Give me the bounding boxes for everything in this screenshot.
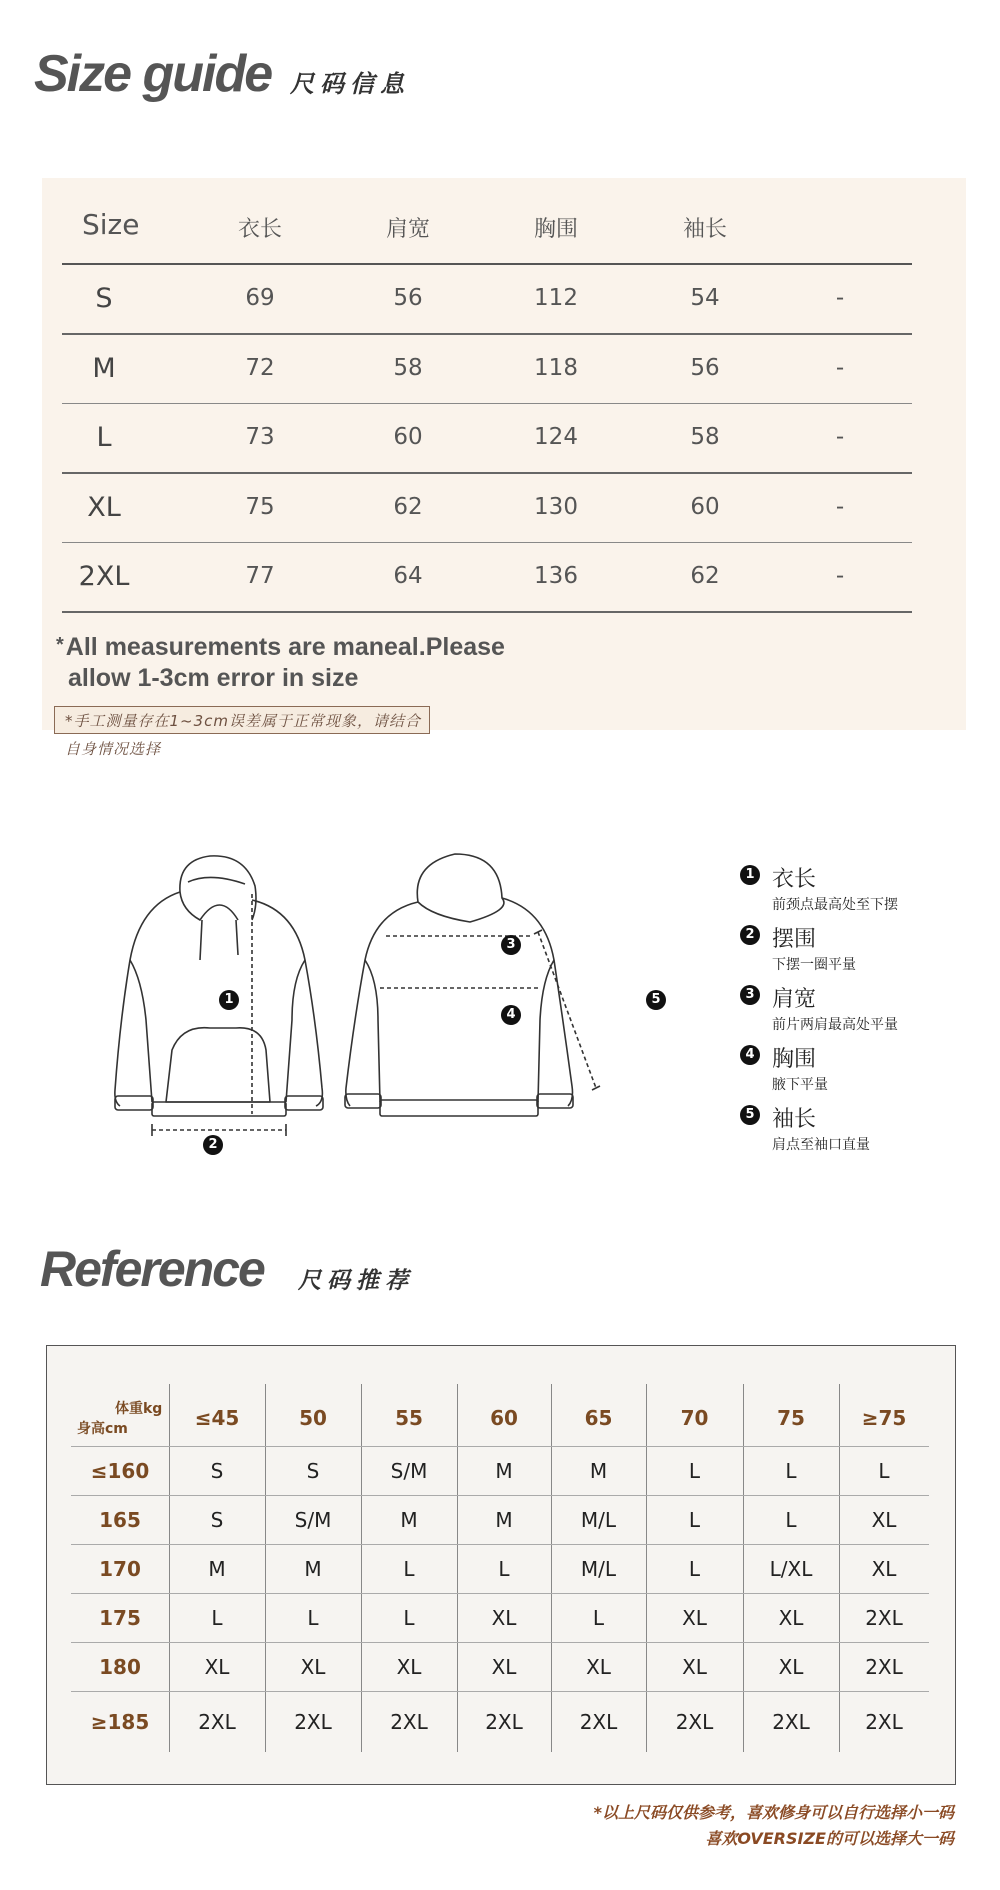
size-cell: XL bbox=[778, 1654, 804, 1679]
weight-header: ≤45 bbox=[194, 1406, 240, 1430]
size-cell: M/L bbox=[580, 1507, 617, 1532]
size-cell: M/L bbox=[580, 1556, 617, 1581]
size-cell: XL bbox=[682, 1654, 707, 1679]
size-row-2xl bbox=[62, 543, 912, 613]
size-cell: XL bbox=[396, 1654, 422, 1679]
grid-vline bbox=[457, 1384, 458, 1752]
cell-shoulder: 60 bbox=[393, 424, 423, 450]
size-cell: L bbox=[785, 1507, 797, 1532]
legend-desc: 腋下平量 bbox=[772, 1077, 828, 1093]
size-cell: L/XL bbox=[769, 1556, 813, 1581]
size-cell: L bbox=[403, 1605, 415, 1630]
size-cell: XL bbox=[682, 1605, 707, 1630]
size-cell: XL bbox=[871, 1507, 897, 1532]
size-table bbox=[62, 178, 912, 613]
reference-title: Reference bbox=[40, 1241, 264, 1297]
size-cell: XL bbox=[586, 1654, 611, 1679]
grid-vline bbox=[743, 1384, 744, 1752]
diagram-marker-4: 4 bbox=[501, 1005, 521, 1025]
corner-weight-label: 体重kg bbox=[115, 1401, 163, 1417]
size-cell: XL bbox=[204, 1654, 230, 1679]
size-cell: XL bbox=[491, 1654, 517, 1679]
size-cell: M bbox=[495, 1507, 513, 1532]
reference-footnote-line2: 喜欢OVERSIZE的可以选择大一码 bbox=[705, 1829, 954, 1848]
grid-hline bbox=[71, 1691, 929, 1692]
cell-length: 69 bbox=[245, 285, 275, 311]
legend-title: 袖长 bbox=[772, 1107, 817, 1132]
size-cell: S/M bbox=[294, 1507, 332, 1532]
legend-desc: 肩点至袖口直量 bbox=[772, 1137, 870, 1153]
size-cell: L bbox=[307, 1605, 319, 1630]
size-cell: 2XL bbox=[579, 1709, 618, 1734]
size-guide-title: Size guide bbox=[34, 45, 272, 103]
size-cell: 2XL bbox=[865, 1709, 903, 1734]
size-cell: S/M bbox=[390, 1458, 428, 1483]
size-table-header bbox=[62, 178, 912, 265]
cell-shoulder: 64 bbox=[393, 563, 423, 589]
diagram-marker-1: 1 bbox=[219, 990, 239, 1010]
cell-extra: - bbox=[835, 285, 845, 311]
cell-size: M bbox=[92, 353, 116, 384]
grid-hline bbox=[71, 1593, 929, 1594]
height-header: 180 bbox=[99, 1654, 141, 1679]
size-cell: L bbox=[592, 1605, 605, 1630]
size-cell: M bbox=[304, 1556, 322, 1581]
weight-header: 50 bbox=[299, 1406, 327, 1430]
legend-number: 2 bbox=[740, 925, 760, 945]
cell-size: L bbox=[96, 422, 112, 453]
diagram-marker-2: 2 bbox=[203, 1135, 223, 1155]
weight-header: 75 bbox=[777, 1406, 805, 1430]
hoodie-measurement-diagram bbox=[60, 850, 720, 1170]
legend-title: 摆围 bbox=[772, 927, 817, 952]
grid-vline bbox=[839, 1384, 840, 1752]
size-cell: S bbox=[306, 1458, 320, 1483]
cell-sleeve: 60 bbox=[690, 494, 720, 520]
note-star: * bbox=[56, 634, 64, 656]
size-cell: L bbox=[785, 1458, 797, 1483]
grid-hline bbox=[71, 1642, 929, 1643]
cell-extra: - bbox=[835, 494, 845, 520]
legend-number: 5 bbox=[740, 1105, 760, 1125]
header-length: 衣长 bbox=[237, 217, 283, 242]
size-row-s bbox=[62, 265, 912, 335]
reference-table-box bbox=[46, 1345, 956, 1785]
size-cell: S bbox=[210, 1458, 224, 1483]
size-cell: 2XL bbox=[485, 1709, 523, 1734]
grid-hline bbox=[71, 1446, 929, 1447]
grid-vline bbox=[646, 1384, 647, 1752]
size-cell: M bbox=[495, 1458, 513, 1483]
grid-vline bbox=[551, 1384, 552, 1752]
note-en-line2: allow 1-3cm error in size bbox=[68, 664, 359, 692]
legend-desc: 前颈点最高处至下摆 bbox=[772, 897, 898, 913]
diagram-marker-3: 3 bbox=[501, 935, 521, 955]
cell-shoulder: 56 bbox=[393, 285, 423, 311]
size-cell: XL bbox=[300, 1654, 326, 1679]
cell-chest: 136 bbox=[534, 563, 578, 589]
size-cell: L bbox=[403, 1556, 415, 1581]
size-row-l bbox=[62, 404, 912, 474]
legend-number: 4 bbox=[740, 1045, 760, 1065]
cell-chest: 124 bbox=[534, 424, 578, 450]
cell-sleeve: 54 bbox=[690, 285, 720, 311]
size-cell: 2XL bbox=[675, 1709, 714, 1734]
cell-chest: 118 bbox=[534, 355, 578, 381]
weight-header: ≥75 bbox=[861, 1406, 907, 1430]
measurement-note-cn: *手工测量存在1~3cm误差属于正常现象，请结合自身情况选择 bbox=[54, 706, 430, 734]
size-cell: L bbox=[688, 1458, 701, 1483]
cell-chest: 130 bbox=[534, 494, 578, 520]
grid-vline bbox=[169, 1384, 170, 1752]
note-en-line1: All measurements are maneal.Please bbox=[65, 633, 505, 661]
cell-size: S bbox=[95, 283, 113, 314]
size-cell: M bbox=[589, 1458, 608, 1483]
size-cell: 2XL bbox=[390, 1709, 428, 1734]
size-cell: L bbox=[878, 1458, 890, 1483]
diagram-marker-5: 5 bbox=[646, 990, 666, 1010]
size-cell: M bbox=[400, 1507, 418, 1532]
size-cell: XL bbox=[778, 1605, 804, 1630]
corner-height-label: 身高cm bbox=[77, 1421, 128, 1437]
weight-header: 55 bbox=[395, 1406, 423, 1430]
weight-header: 70 bbox=[680, 1406, 709, 1430]
size-cell: 2XL bbox=[865, 1654, 903, 1679]
height-header: 165 bbox=[99, 1507, 141, 1532]
header-shoulder: 肩宽 bbox=[385, 217, 431, 242]
cell-length: 73 bbox=[245, 424, 275, 450]
size-row-m bbox=[62, 335, 912, 404]
cell-size: 2XL bbox=[78, 561, 130, 592]
weight-header: 65 bbox=[584, 1406, 613, 1430]
legend-number: 1 bbox=[740, 865, 760, 885]
grid-hline bbox=[71, 1544, 929, 1545]
size-cell: XL bbox=[871, 1556, 897, 1581]
cell-length: 72 bbox=[245, 355, 275, 381]
size-cell: 2XL bbox=[294, 1709, 332, 1734]
cell-sleeve: 62 bbox=[690, 563, 720, 589]
cell-sleeve: 58 bbox=[690, 424, 720, 450]
legend-title: 肩宽 bbox=[772, 987, 817, 1012]
cell-extra: - bbox=[835, 563, 845, 589]
cell-size: XL bbox=[87, 492, 121, 523]
size-cell: L bbox=[688, 1507, 701, 1532]
header-sleeve: 袖长 bbox=[682, 217, 728, 242]
cell-chest: 112 bbox=[534, 285, 578, 311]
cell-length: 75 bbox=[245, 494, 275, 520]
size-cell: 2XL bbox=[198, 1709, 236, 1734]
legend-desc: 前片两肩最高处平量 bbox=[772, 1017, 898, 1033]
height-header: 175 bbox=[99, 1605, 141, 1630]
cell-extra: - bbox=[835, 355, 845, 381]
legend-number: 3 bbox=[740, 985, 760, 1005]
size-cell: XL bbox=[491, 1605, 517, 1630]
grid-vline bbox=[265, 1384, 266, 1752]
hoodie-back-drawing bbox=[345, 854, 600, 1116]
weight-header: 60 bbox=[490, 1406, 518, 1430]
legend-title: 胸围 bbox=[772, 1047, 817, 1072]
header-chest: 胸围 bbox=[533, 217, 579, 242]
legend-desc: 下摆一圈平量 bbox=[772, 957, 856, 973]
cell-extra: - bbox=[835, 424, 845, 450]
grid-vline bbox=[361, 1384, 362, 1752]
size-cell: L bbox=[211, 1605, 223, 1630]
size-row-xl bbox=[62, 474, 912, 543]
reference-subtitle: 尺码推荐 bbox=[298, 1268, 414, 1294]
size-cell: L bbox=[688, 1556, 701, 1581]
reference-table bbox=[71, 1384, 929, 1752]
grid-hline bbox=[71, 1495, 929, 1496]
size-cell: S bbox=[210, 1507, 224, 1532]
size-cell: L bbox=[498, 1556, 510, 1581]
height-header: ≤160 bbox=[90, 1458, 150, 1483]
cell-shoulder: 58 bbox=[393, 355, 423, 381]
reference-footnote-line1: *以上尺码仅供参考，喜欢修身可以自行选择小一码 bbox=[593, 1803, 954, 1822]
size-cell: 2XL bbox=[865, 1605, 903, 1630]
height-header: 170 bbox=[99, 1556, 141, 1581]
measurement-note-en bbox=[56, 630, 505, 694]
size-guide-panel bbox=[42, 178, 966, 758]
cell-length: 77 bbox=[245, 563, 275, 589]
size-guide-subtitle: 尺码信息 bbox=[290, 70, 410, 98]
header-size: Size bbox=[82, 208, 140, 241]
size-cell: M bbox=[208, 1556, 226, 1581]
height-header: ≥185 bbox=[90, 1709, 150, 1734]
legend-title: 衣长 bbox=[772, 867, 817, 892]
cell-shoulder: 62 bbox=[393, 494, 423, 520]
cell-sleeve: 56 bbox=[690, 355, 720, 381]
size-cell: 2XL bbox=[772, 1709, 810, 1734]
